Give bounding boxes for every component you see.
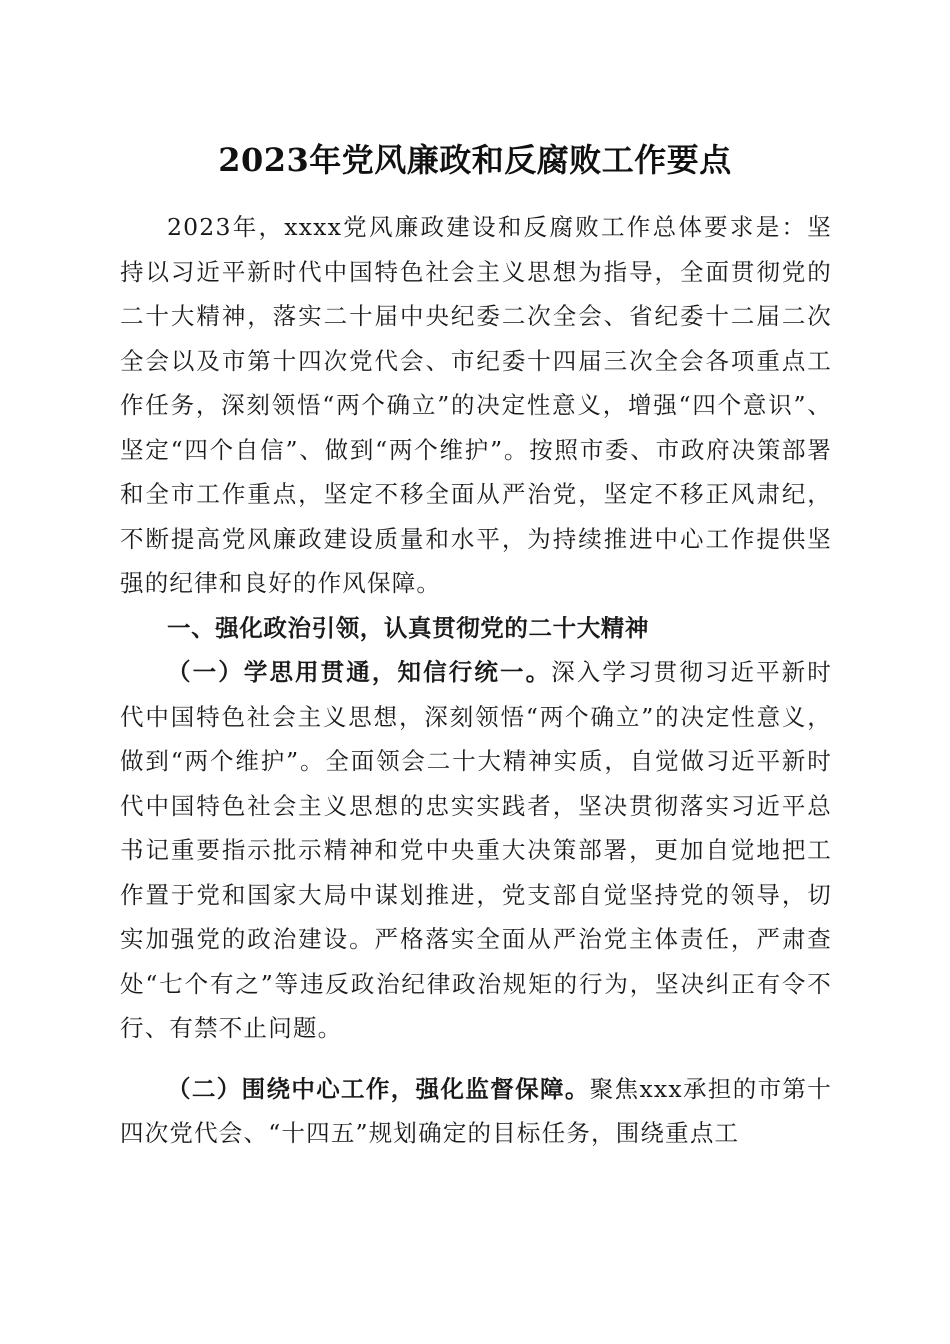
document-body	[120, 205, 832, 1156]
document-title: 2023年党风廉政和反腐败工作要点	[218, 141, 732, 179]
item-1-text: 深入学习贯彻习近平新时代中国特色社会主义思想，深刻领悟“两个确立”的决定性意义，做到“两个维护”。全面领会二十大精神实质，自觉做习近平新时代中国特色社会主义思想的忠实实践者，坚决贯彻落实习近平总书记重要指示批示精神和党中央重大决策部署，更加自觉地把工作置于党和国家大局中谋划推进，党支部自觉坚持党的领导，切实加强党的政治建设。严格落实全面从严治党主体责任，严肃查处“七个有之”等违反政治纪律政治规矩的行为，坚决纠正有令不行、有禁不止问题。	[120, 658, 833, 1042]
item-2-text: 聚焦xxx承担的市第十四次党代会、“十四五”规划确定的目标任务，围绕重点工	[120, 1074, 832, 1147]
item-1-paragraph	[120, 650, 832, 1051]
section-heading-1: 一、强化政治引领，认真贯彻党的二十大精神	[167, 613, 649, 642]
item-1-lead: （一）学思用贯通，知信行统一。	[167, 658, 552, 686]
intro-paragraph: 2023年，xxxx党风廉政建设和反腐败工作总体要求是：坚持以习近平新时代中国特色社会主义思想为指导，全面贯彻党的二十大精神，落实二十届中央纪委二次全会、省纪委十二届二次全会以及市第十四次党代会、市纪委十四届三次全会各项重点工作任务，深刻领悟“两个确立”的决定性意义，增强“四个意识”、坚定“四个自信”、做到“两个维护”。按照市委、市政府决策部署和全市工作重点，坚定不移全面从严治党，坚定不移正风肃纪，不断提高党风廉政建设质量和水平，为持续推进中心工作提供坚强的纪律和良好的作风保障。	[120, 213, 832, 597]
item-2-paragraph	[120, 1067, 832, 1156]
item-2-lead: （二）围绕中心工作，强化监督保障。	[167, 1074, 590, 1103]
